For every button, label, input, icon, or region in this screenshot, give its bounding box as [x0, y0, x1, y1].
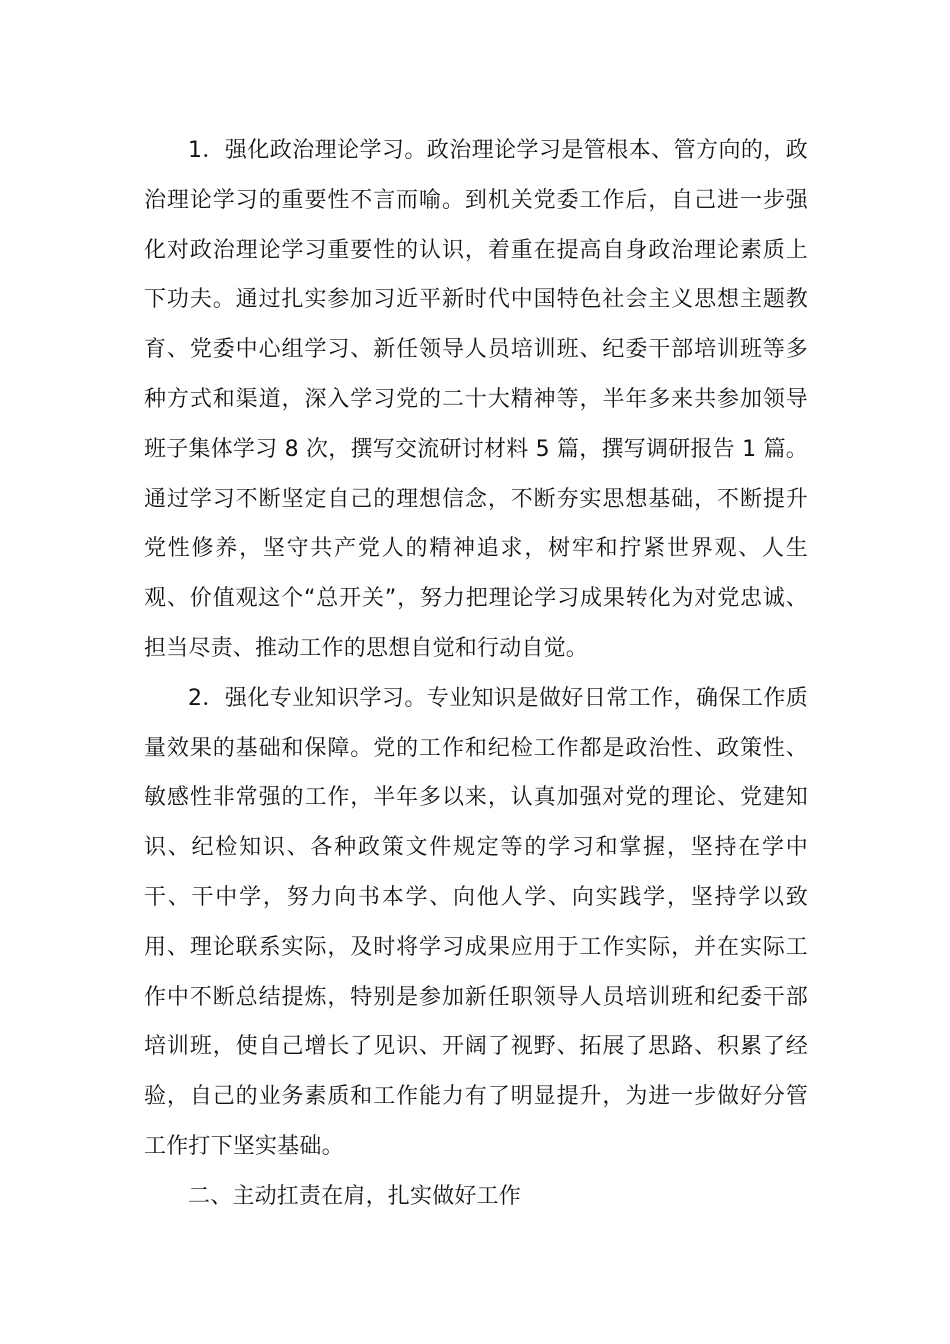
- document-body: [144, 126, 808, 1222]
- section-heading-two: 二、主动扛责在肩，扎实做好工作: [188, 1183, 522, 1209]
- paragraph-political-theory-study: 1．强化政治理论学习。政治理论学习是管根本、管方向的，政治理论学习的重要性不言而喻。到机关党委工作后，自己进一步强化对政治理论学习重要性的认识，着重在提高自身政治理论素质上下功夫。通过扎实参加习近平新时代中国特色社会主义思想主题教育、党委中心组学习、新任领导人员培训班、纪委干部培训班等多种方式和渠道，深入学习党的二十大精神等，半年多来共参加领导班子集体学习 8 次，撰写交流研讨材料 5 篇，撰写调研报告 1 篇。通过学习不断坚定自己的理想信念，不断夯实思想基础，不断提升党性修养，坚守共产党人的精神追求，树牢和拧紧世界观、人生观、价值观这个“总开关”，努力把理论学习成果转化为对党忠诚、担当尽责、推动工作的思想自觉和行动自觉。: [144, 138, 808, 661]
- paragraph-professional-knowledge-study: 2．强化专业知识学习。专业知识是做好日常工作，确保工作质量效果的基础和保障。党的工作和纪检工作都是政治性、政策性、敏感性非常强的工作，半年多以来，认真加强对党的理论、党建知识、纪检知识、各种政策文件规定等的学习和掌握，坚持在学中干、干中学，努力向书本学、向他人学、向实践学，坚持学以致用、理论联系实际，及时将学习成果应用于工作实际，并在实际工作中不断总结提炼，特别是参加新任职领导人员培训班和纪委干部培训班，使自己增长了见识、开阔了视野、拓展了思路、积累了经验，自己的业务素质和工作能力有了明显提升，为进一步做好分管工作打下坚实基础。: [144, 685, 808, 1159]
